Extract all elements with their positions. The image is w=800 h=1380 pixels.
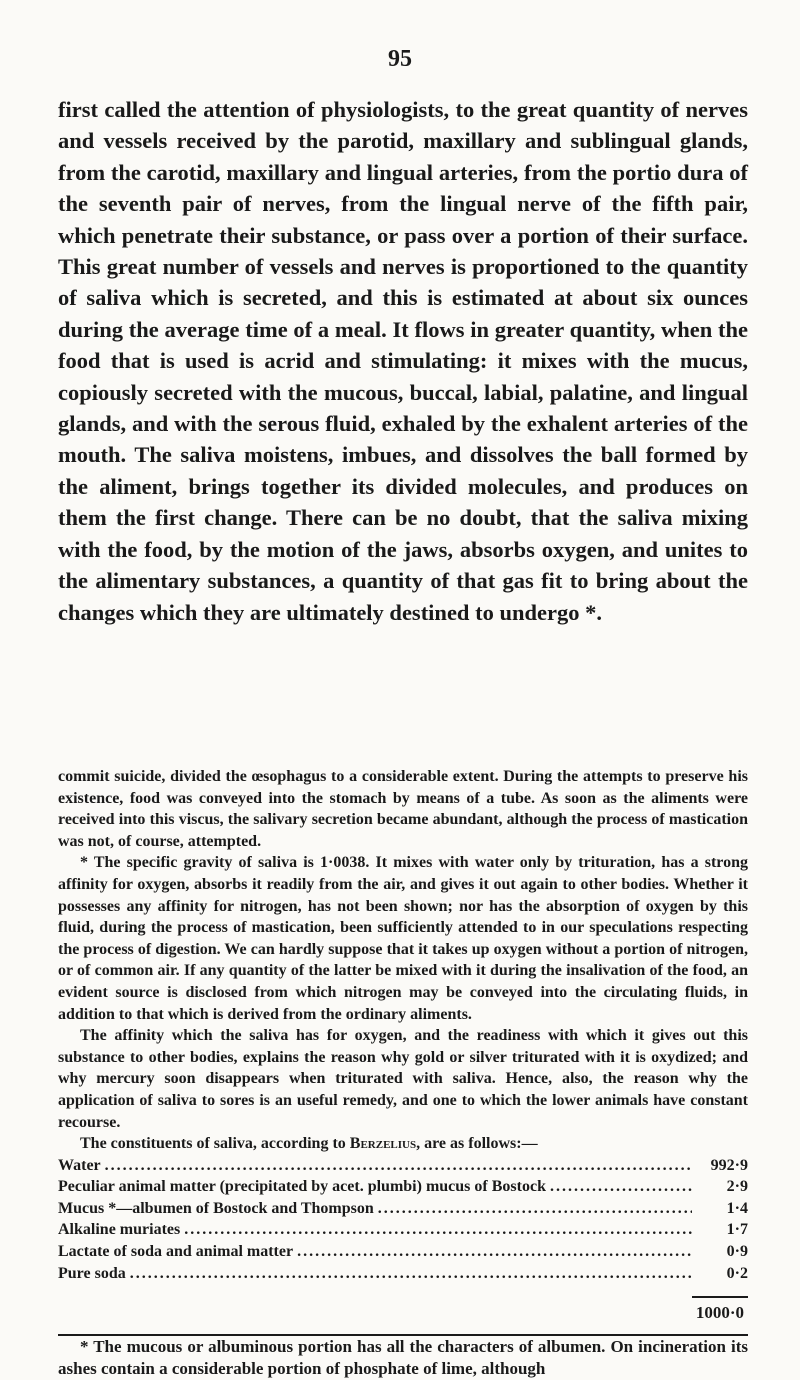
constituent-label: Peculiar animal matter (precipitated by acet. plumbi) mucus of Bostock — [58, 1178, 546, 1196]
constituent-value: 1·4 — [726, 1199, 748, 1217]
leader-dots — [105, 1155, 692, 1177]
note-specific-gravity: * The specific gravity of saliva is 1·0038. It mixes with water only by trituration, has a strong affinity for oxygen, absorbs it readily from the air, and gives it out again to other bodies. Whether it possesses any affinity for nitrogen, has not been shown; nor has the absorption of oxygen by this fluid, during the process of mastication, been sufficiently attended to in our speculations respecting the process of digestion. We can hardly suppose that it takes up oxygen without a portion of nitrogen, or of common air. If any quantity of the latter be mixed with it during the insalivation of the food, an evident source is disclosed from which nitrogen may be conveyed into the circulating fluids, in addition to that which is derived from the ordinary aliments. — [58, 854, 748, 1023]
table-row — [58, 1155, 748, 1177]
table-row — [58, 1219, 748, 1241]
note-continuation: commit suicide, divided the œsophagus to a considerable extent. During the attempts to preserve his existence, food was conveyed into the stomach by means of a tube. As soon as the aliments were received into this viscus, the salivary secretion became abundant, although the process of mastication was not, of course, attempted. — [58, 768, 748, 850]
note-affinity: The affinity which the saliva has for oxygen, and the readiness with which it gives out this substance to other bodies, explains the reason why gold or silver triturated with it is oxydized; and why mercury soon disappears when triturated with saliva. Hence, also, the reason why the application of saliva to sores is an useful remedy, and one to which the lower animals have constant recourse. — [58, 1027, 748, 1131]
main-paragraph: first called the attention of physiologists, to the great quantity of nerves and vessels received by the parotid, maxillary and sublingual glands, from the carotid, maxillary and lingual arteries, from the portio dura of the seventh pair of nerves, from the lingual nerve of the fifth pair, which penetrate their substance, or pass over a portion of their surface. This great number of vessels and nerves is proportioned to the quantity of saliva which is secreted, and this is estimated at about six ounces during the average time of a meal. It flows in greater quantity, when the food that is used is acrid and stimulating: it mixes with the mucus, copiously secreted with the mucous, buccal, labial, palatine, and lingual glands, and with the serous fluid, exhaled by the exhalent arteries of the mouth. The saliva moistens, imbues, and dissolves the ball formed by the aliment, brings together its divided molecules, and produces on them the first change. There can be no doubt, that the saliva mixing with the food, by the motion of the jaws, absorbs oxygen, and unites to the alimentary substances, a quantity of that gas fit to bring about the changes which they are ultimately destined to undergo *. — [58, 97, 748, 625]
leader-dots — [130, 1263, 692, 1285]
table-total: 1000·0 — [695, 1303, 744, 1323]
leader-dots — [550, 1176, 692, 1198]
table-row — [58, 1198, 748, 1220]
constituent-value: 1·7 — [726, 1221, 748, 1239]
constituent-label: Alkaline muriates — [58, 1221, 181, 1239]
notes-section — [58, 766, 748, 1380]
constituent-label: Lactate of soda and animal matter — [58, 1243, 294, 1261]
constituent-label: Pure soda — [58, 1264, 126, 1282]
leader-dots — [378, 1198, 692, 1220]
table-row — [58, 1263, 748, 1285]
leader-dots — [297, 1241, 692, 1263]
leader-dots — [184, 1219, 692, 1241]
constituent-value: 2·9 — [726, 1178, 748, 1196]
sum-rule — [692, 1296, 748, 1298]
page-number: 95 — [388, 46, 412, 72]
constituent-value: 0·9 — [726, 1243, 748, 1261]
constituent-label: Mucus *—albumen of Bostock and Thompson — [58, 1199, 374, 1217]
constituent-value: 992·9 — [710, 1156, 748, 1174]
table-row — [58, 1241, 748, 1263]
table-row — [58, 1176, 748, 1198]
constituent-value: 0·2 — [726, 1264, 748, 1282]
constituent-label: Water — [58, 1156, 101, 1174]
author-name: Berzelius — [349, 1135, 417, 1153]
footnote: * The mucous or albuminous portion has all the characters of albumen. On incineration its ashes contain a considerable portion of phosphate of lime, although — [58, 1336, 748, 1378]
constituents-table — [58, 1155, 748, 1324]
constituents-intro: The constituents of saliva, according to Berzelius, are as follows:— — [80, 1135, 538, 1153]
